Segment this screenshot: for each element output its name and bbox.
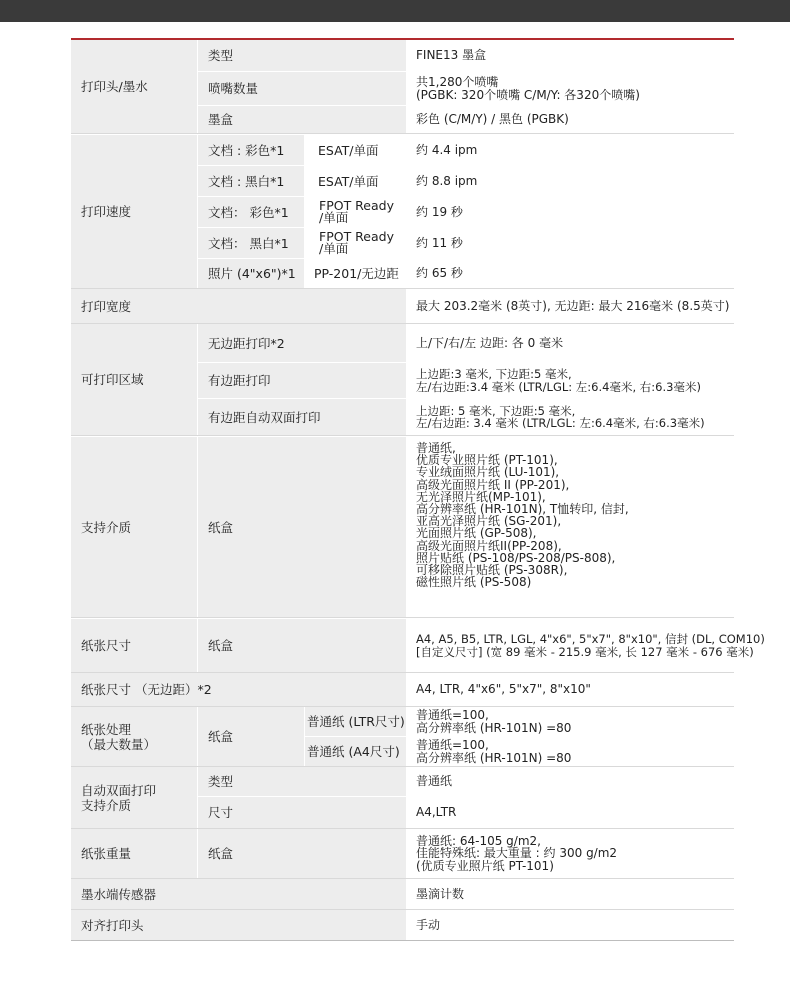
speed-title: 打印速度 xyxy=(71,135,197,288)
speed-row-value: 约 11 秒 xyxy=(407,228,734,258)
paper-size-borderless-value: A4, LTR, 4"x6", 5"x7", 8"x10" xyxy=(407,673,734,706)
media-value: 普通纸, 优质专业照片纸 (PT-101), 专业绒面照片纸 (LU-101), 高级光面照片纸 II (PP-201), 无光泽照片纸(MP-101), 高分辨率纸 (HR-101N), T恤转印, 信封, 亚高光泽照片纸 (SG-201), 光面照片纸 (GP-508), 高级光面照片纸II(PP-208), 照片贴纸 (PS-108/PS-208/PS-808), 可移除照片贴纸 (PS-308R), 磁性照片纸 (PS-508) xyxy=(407,437,734,617)
printhead-title: 打印头/墨水 xyxy=(71,40,197,133)
row-divider xyxy=(71,323,734,324)
row-divider xyxy=(71,706,734,707)
row-divider xyxy=(71,672,734,673)
borderless-label: 无边距打印*2 xyxy=(198,324,406,362)
print-width-value: 最大 203.2毫米 (8英寸), 无边距: 最大 216毫米 (8.5英寸) xyxy=(407,289,734,323)
printable-area-title: 可打印区域 xyxy=(71,324,197,435)
speed-row-mode: ESAT/单面 xyxy=(305,135,406,165)
row-divider xyxy=(71,909,734,910)
top-bar xyxy=(0,0,790,22)
ink-sensor-value: 墨滴计数 xyxy=(407,879,734,909)
duplex-type-label: 类型 xyxy=(198,767,406,796)
borderless-value: 上/下/右/左 边距: 各 0 毫米 xyxy=(407,324,734,362)
speed-row-value: 约 65 秒 xyxy=(407,259,734,288)
row-divider xyxy=(71,288,734,289)
align-head-title: 对齐打印头 xyxy=(71,910,406,940)
paper-handling-label: 纸盒 xyxy=(198,707,304,766)
handling-a4-label: 普通纸 (A4尺寸) xyxy=(305,737,406,766)
printhead-type-value: FINE13 墨盒 xyxy=(407,40,734,71)
media-title: 支持介质 xyxy=(71,437,197,617)
nozzle-label: 喷嘴数量 xyxy=(198,72,406,105)
speed-row-label: 文档： 黑白*1 xyxy=(198,228,304,258)
speed-row-label: 文档： 彩色*1 xyxy=(198,197,304,227)
paper-weight-label: 纸盒 xyxy=(198,829,406,878)
handling-a4-value: 普通纸=100, 高分辨率纸 (HR-101N) =80 xyxy=(407,737,734,766)
row-divider xyxy=(71,435,734,436)
speed-row-value: 约 8.8 ipm xyxy=(407,166,734,196)
duplex-type-value: 普通纸 xyxy=(407,767,734,796)
speed-row-mode: ESAT/单面 xyxy=(305,166,406,196)
duplex-size-value: A4,LTR xyxy=(407,797,734,828)
paper-size-borderless-title: 纸张尺寸 （无边距）*2 xyxy=(71,673,406,706)
cartridge-label: 墨盒 xyxy=(198,106,406,133)
row-divider xyxy=(71,133,734,134)
duplex-size-label: 尺寸 xyxy=(198,797,406,828)
speed-row-label: 照片 (4"x6")*1 xyxy=(198,259,304,288)
row-divider xyxy=(71,617,734,618)
paper-weight-title: 纸张重量 xyxy=(71,829,197,878)
paper-handling-title: 纸张处理 （最大数量） xyxy=(71,707,197,766)
bordered-value: 上边距:3 毫米, 下边距:5 毫米, 左/右边距:3.4 毫米 (LTR/LGL: 左:6.4毫米, 右:6.3毫米) xyxy=(407,363,734,398)
speed-row-value: 约 19 秒 xyxy=(407,197,734,227)
row-divider xyxy=(71,878,734,879)
paper-size-label: 纸盒 xyxy=(198,619,406,672)
paper-weight-value: 普通纸: 64-105 g/m2, 佳能特殊纸: 最大重量 : 约 300 g/m2 (优质专业照片纸 PT-101) xyxy=(407,829,734,878)
paper-size-title: 纸张尺寸 xyxy=(71,619,197,672)
nozzle-value: 共1,280个喷嘴 (PGBK: 320个喷嘴 C/M/Y: 各320个喷嘴) xyxy=(407,72,734,105)
row-divider xyxy=(71,828,734,829)
duplex-margin-label: 有边距自动双面打印 xyxy=(198,399,406,435)
print-width-title: 打印宽度 xyxy=(71,289,406,323)
duplex-margin-value: 上边距: 5 毫米, 下边距:5 毫米, 左/右边距: 3.4 毫米 (LTR/LGL: 左:6.4毫米, 右:6.3毫米) xyxy=(407,399,734,435)
cartridge-value: 彩色 (C/M/Y) / 黑色 (PGBK) xyxy=(407,106,762,133)
media-label: 纸盒 xyxy=(198,437,406,617)
align-head-value: 手动 xyxy=(407,910,734,940)
handling-ltr-value: 普通纸=100, 高分辨率纸 (HR-101N) =80 xyxy=(407,707,734,736)
speed-row-label: 文档 : 彩色*1 xyxy=(198,135,304,165)
row-divider xyxy=(71,766,734,767)
speed-row-mode: PP-201/无边距 xyxy=(305,259,406,288)
paper-size-value: A4, A5, B5, LTR, LGL, 4"x6", 5"x7", 8"x10", 信封 (DL, COM10) [自定义尺寸] (宽 89 毫米 - 215.9 毫米, 长 127 毫米 - 676 毫米) xyxy=(407,619,767,672)
ink-sensor-title: 墨水端传感器 xyxy=(71,879,406,909)
duplex-media-title: 自动双面打印 支持介质 xyxy=(71,767,197,828)
table-bottom-border xyxy=(71,940,734,941)
handling-ltr-label: 普通纸 (LTR尺寸) xyxy=(305,707,406,736)
bordered-label: 有边距打印 xyxy=(198,363,406,398)
speed-row-label: 文档 : 黑白*1 xyxy=(198,166,304,196)
speed-row-mode: FPOT Ready /单面 xyxy=(305,228,406,258)
printhead-type-label: 类型 xyxy=(198,40,406,71)
speed-row-value: 约 4.4 ipm xyxy=(407,135,734,165)
speed-row-mode: FPOT Ready /单面 xyxy=(305,197,406,227)
